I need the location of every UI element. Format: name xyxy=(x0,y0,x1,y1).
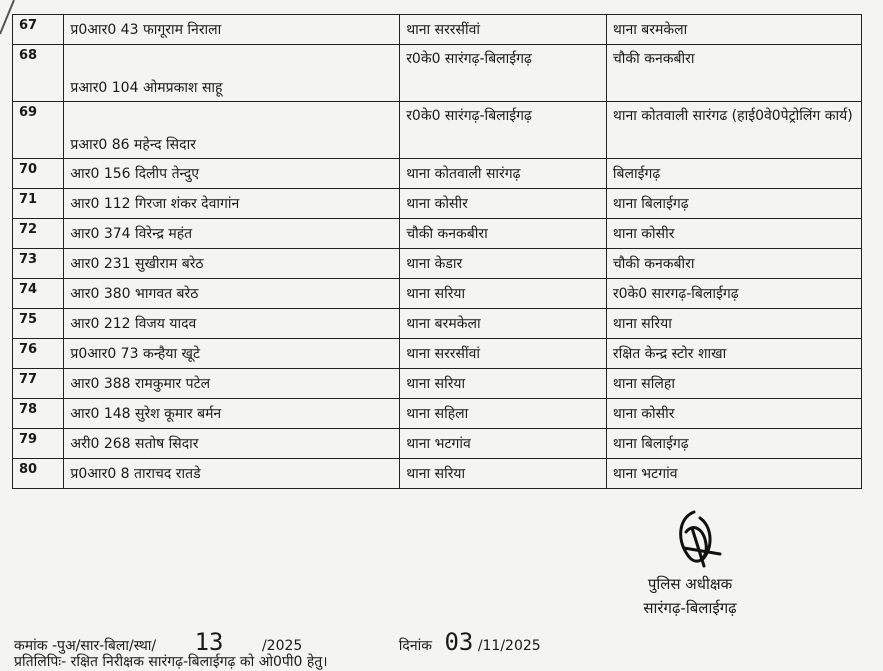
serial-number: 77 xyxy=(13,369,64,399)
signatory-title: पुलिस अधीक्षक xyxy=(647,575,733,593)
serial-number: 74 xyxy=(13,279,64,309)
signatory-block xyxy=(600,572,780,620)
serial-number: 78 xyxy=(13,399,64,429)
posted-to: थाना कोतवाली सारंगढ (हाई0वे0पेट्रोलिंग कार्य) xyxy=(606,102,861,159)
serial-number: 75 xyxy=(13,309,64,339)
posted-to: थाना बिलाईगढ़ xyxy=(606,429,861,459)
employee-name: आर0 156 दिलीप तेन्दुए xyxy=(64,159,400,189)
posted-to: थाना बरमकेला xyxy=(606,15,861,45)
posted-to: चौकी कनकबीरा xyxy=(606,249,861,279)
posted-to: थाना भटगांव xyxy=(606,459,861,489)
signatory-district: सारंगढ़-बिलाईगढ़ xyxy=(643,599,737,617)
table-row xyxy=(13,15,862,45)
posted-from: थाना सरिया xyxy=(400,459,607,489)
table-row xyxy=(13,399,862,429)
posted-to: र0के0 सारगढ़-बिलाईगढ़ xyxy=(606,279,861,309)
date-label: दिनांक xyxy=(398,638,432,654)
employee-name: आर0 388 रामकुमार पटेल xyxy=(64,369,400,399)
posted-from: थाना सररसींवां xyxy=(400,15,607,45)
serial-number: 79 xyxy=(13,429,64,459)
serial-number: 67 xyxy=(13,15,64,45)
posted-from: थाना बरमकेला xyxy=(400,309,607,339)
employee-name: आर0 148 सुरेश कूमार बर्मन xyxy=(64,399,400,429)
transfer-table-body xyxy=(13,15,862,489)
posted-from: थाना सररसींवां xyxy=(400,339,607,369)
employee-name: प्र0आर0 73 कन्हैया खूटे xyxy=(64,339,400,369)
date-month-year: /11/2025 xyxy=(477,638,541,654)
table-row xyxy=(13,249,862,279)
posted-from: र0के0 सारंगढ़-बिलाईगढ़ xyxy=(400,45,607,102)
employee-name: प्र0आर0 8 ताराचद रातडे xyxy=(64,459,400,489)
posted-to: थाना बिलाईगढ़ xyxy=(606,189,861,219)
serial-number: 71 xyxy=(13,189,64,219)
posted-to: थाना कोसीर xyxy=(606,219,861,249)
serial-number: 72 xyxy=(13,219,64,249)
table-row xyxy=(13,102,862,159)
serial-number: 68 xyxy=(13,45,64,102)
employee-name: आर0 112 गिरजा शंकर देवागांन xyxy=(64,189,400,219)
posted-from: थाना सरिया xyxy=(400,279,607,309)
table-row xyxy=(13,219,862,249)
serial-number: 80 xyxy=(13,459,64,489)
table-row xyxy=(13,339,862,369)
employee-name: प्रआर0 86 महेन्द सिदार xyxy=(64,102,400,159)
serial-number: 69 xyxy=(13,102,64,159)
posted-from: थाना सरिया xyxy=(400,369,607,399)
employee-name: आर0 380 भागवत बरेठ xyxy=(64,279,400,309)
table-row xyxy=(13,369,862,399)
posted-to: चौकी कनकबीरा xyxy=(606,45,861,102)
posted-to: थाना सलिहा xyxy=(606,369,861,399)
transfer-table xyxy=(12,14,862,489)
posted-from: थाना सहिला xyxy=(400,399,607,429)
table-row xyxy=(13,159,862,189)
posted-from: थाना केडार xyxy=(400,249,607,279)
posted-to: बिलाईगढ़ xyxy=(606,159,861,189)
posted-from: चौकी कनकबीरा xyxy=(400,219,607,249)
employee-name: आर0 231 सुखीराम बरेठ xyxy=(64,249,400,279)
posted-from: थाना कोतवाली सारंगढ़ xyxy=(400,159,607,189)
employee-name: प्रआर0 104 ओमप्रकाश साहू xyxy=(64,45,400,102)
table-row xyxy=(13,189,862,219)
reference-year: /2025 xyxy=(261,638,303,654)
date-day: 03 xyxy=(444,628,474,656)
table-row xyxy=(13,459,862,489)
employee-name: आर0 212 विजय यादव xyxy=(64,309,400,339)
reference-number: 13 xyxy=(194,628,224,656)
serial-number: 70 xyxy=(13,159,64,189)
posted-to: रक्षित केन्द्र स्टोर शाखा xyxy=(606,339,861,369)
posted-from: थाना कोसीर xyxy=(400,189,607,219)
reference-prefix: कमांक -पुअ/सार-बिला/स्था/ xyxy=(14,638,157,654)
copy-to-line: प्रतिलिपिः- रक्षित निरीक्षक सारंगढ़-बिलाईगढ़ को ओ0पी0 हेतु। xyxy=(14,654,328,670)
posted-to: थाना सरिया xyxy=(606,309,861,339)
employee-name: आर0 374 विरेन्द्र महंत xyxy=(64,219,400,249)
table-row xyxy=(13,45,862,102)
employee-name: प्र0आर0 43 फागूराम निराला xyxy=(64,15,400,45)
signature-mark xyxy=(664,508,734,572)
posted-from: थाना भटगांव xyxy=(400,429,607,459)
posted-to: थाना कोसीर xyxy=(606,399,861,429)
table-row xyxy=(13,429,862,459)
serial-number: 76 xyxy=(13,339,64,369)
table-row xyxy=(13,279,862,309)
serial-number: 73 xyxy=(13,249,64,279)
employee-name: अरी0 268 सतोष सिदार xyxy=(64,429,400,459)
posted-from: र0के0 सारंगढ़-बिलाईगढ़ xyxy=(400,102,607,159)
table-row xyxy=(13,309,862,339)
